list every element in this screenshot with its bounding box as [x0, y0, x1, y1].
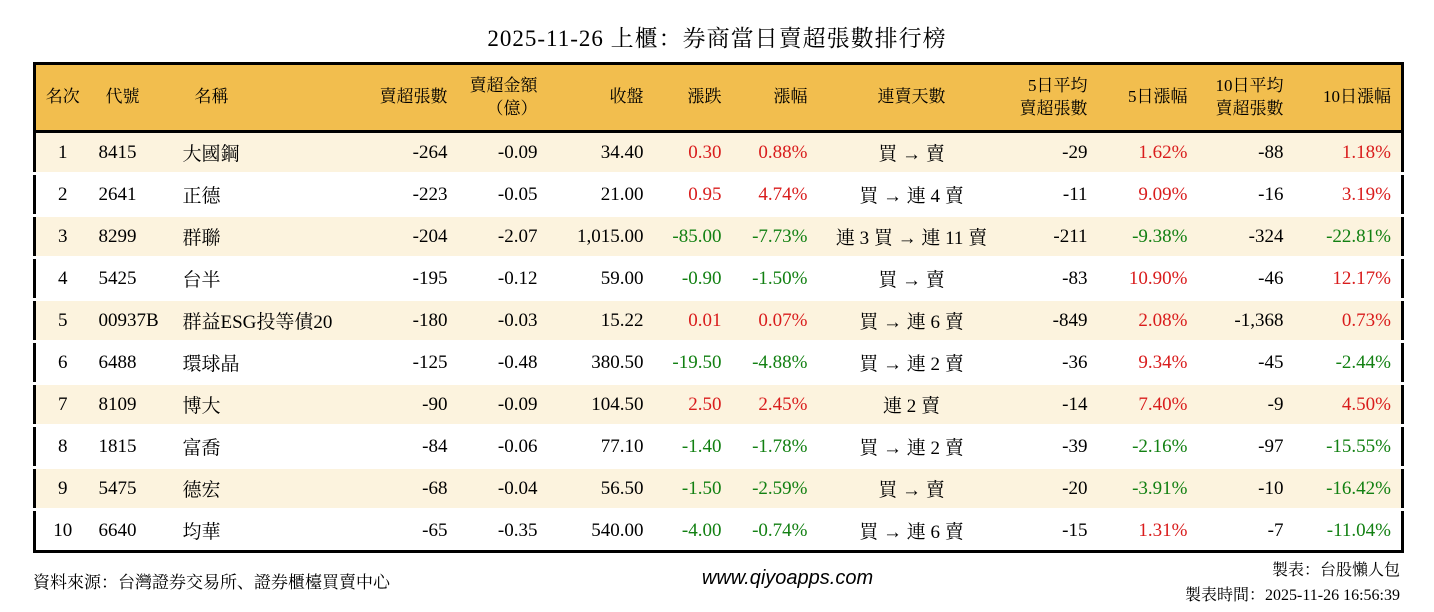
cell-streak: 連 3 買 → 連 11 賣	[818, 216, 1006, 258]
table-row	[35, 174, 1403, 216]
cell-streak: 買 → 賣	[878, 270, 945, 291]
cell-avg5: -15	[1062, 519, 1088, 541]
cell-change: -4.00	[681, 519, 722, 541]
cell-pct10: 12.17%	[1332, 267, 1391, 289]
cell-rank: 10	[53, 519, 73, 541]
column-header-change_pct: 漲幅	[732, 64, 818, 132]
column-header-net_sell: 賣超張數	[364, 64, 458, 132]
cell-rank: 5	[35, 300, 90, 342]
cell-net_sell: -68	[364, 468, 458, 510]
cell-change: -85.00	[654, 216, 732, 258]
cell-close: 380.50	[591, 351, 644, 373]
cell-code: 5475	[90, 468, 170, 510]
cell-pct10: -16.42%	[1294, 468, 1403, 510]
cell-net_sell: -264	[364, 132, 458, 174]
cell-name: 富喬	[182, 438, 221, 459]
cell-code: 2641	[98, 183, 137, 205]
cell-streak: 買 → 連 2 賣	[859, 438, 964, 459]
cell-pct5: 7.40%	[1098, 384, 1198, 426]
cell-pct5: 9.09%	[1138, 183, 1188, 205]
cell-name: 均華	[182, 522, 221, 543]
header-row	[35, 64, 1403, 132]
cell-close: 104.50	[548, 384, 654, 426]
website-text: www.qiyoapps.com	[701, 567, 874, 589]
cell-amount: -0.05	[497, 183, 538, 205]
cell-name: 環球晶	[182, 354, 240, 375]
made-time-text: 製表時間：2025-11-26 16:56:39	[1185, 586, 1400, 604]
table-row	[35, 258, 1403, 300]
cell-avg10: -16	[1258, 183, 1284, 205]
cell-amount: -0.48	[497, 351, 538, 373]
cell-change: 0.01	[654, 300, 732, 342]
cell-pct10: 3.19%	[1341, 183, 1391, 205]
cell-avg5: -83	[1062, 267, 1088, 289]
cell-pct10: -2.44%	[1335, 351, 1391, 373]
cell-avg5: -11	[1062, 183, 1088, 205]
cell-pct5: 10.90%	[1128, 267, 1188, 289]
table-row	[35, 342, 1403, 384]
cell-amount: -0.09	[458, 132, 548, 174]
cell-amount: -0.03	[458, 300, 548, 342]
cell-amount: -0.04	[458, 468, 548, 510]
cell-avg10: -45	[1258, 351, 1284, 373]
cell-pct5: 1.62%	[1098, 132, 1198, 174]
cell-change_pct: 2.45%	[732, 384, 818, 426]
column-header-rank: 名次	[35, 64, 90, 132]
cell-rank: 7	[35, 384, 90, 426]
cell-avg10: -88	[1198, 132, 1294, 174]
cell-streak: 連 2 賣	[818, 384, 1006, 426]
table-row	[35, 300, 1403, 342]
table-row	[35, 468, 1403, 510]
cell-change: 0.95	[688, 183, 722, 205]
cell-pct10: 1.18%	[1294, 132, 1403, 174]
cell-avg10: -7	[1267, 519, 1284, 541]
table-row	[35, 510, 1403, 552]
cell-pct10: -15.55%	[1326, 435, 1391, 457]
cell-code: 6488	[98, 351, 137, 373]
cell-pct5: 2.08%	[1098, 300, 1198, 342]
cell-code: 6640	[98, 519, 137, 541]
cell-pct5: -3.91%	[1098, 468, 1198, 510]
column-header-change: 漲跌	[654, 64, 732, 132]
cell-close: 34.40	[548, 132, 654, 174]
cell-name: 正德	[182, 186, 221, 207]
column-header-code: 代號	[90, 64, 170, 132]
cell-pct10: 4.50%	[1294, 384, 1403, 426]
ranking-table	[33, 62, 1404, 553]
cell-avg10: -324	[1198, 216, 1294, 258]
cell-rank: 6	[58, 351, 68, 373]
cell-avg5: -39	[1062, 435, 1088, 457]
cell-avg5: -849	[1006, 300, 1098, 342]
cell-amount: -0.35	[497, 519, 538, 541]
footer	[33, 558, 1400, 609]
table-row	[35, 426, 1403, 468]
cell-change_pct: -1.78%	[752, 435, 808, 457]
cell-close: 21.00	[600, 183, 644, 205]
cell-avg10: -97	[1258, 435, 1284, 457]
cell-change: 0.30	[654, 132, 732, 174]
column-header-name: 名稱	[170, 64, 364, 132]
cell-pct10: -22.81%	[1294, 216, 1403, 258]
cell-name: 台半	[182, 270, 221, 291]
cell-change_pct: 0.88%	[732, 132, 818, 174]
cell-net_sell: -195	[412, 267, 448, 289]
cell-rank: 2	[58, 183, 68, 205]
cell-change: -1.50	[654, 468, 732, 510]
column-header-streak: 連賣天數	[818, 64, 1006, 132]
cell-code: 5425	[98, 267, 137, 289]
data-source-text: 資料來源：台灣證券交易所、證券櫃檯買賣中心	[33, 573, 390, 592]
column-header-close: 收盤	[548, 64, 654, 132]
cell-streak: 買 → 連 6 賣	[859, 522, 964, 543]
cell-net_sell: -204	[364, 216, 458, 258]
cell-avg5: -36	[1062, 351, 1088, 373]
table-row	[35, 132, 1403, 174]
cell-avg10: -46	[1258, 267, 1284, 289]
cell-amount: -2.07	[458, 216, 548, 258]
cell-code: 00937B	[90, 300, 170, 342]
cell-change: -19.50	[672, 351, 722, 373]
cell-pct10: 0.73%	[1294, 300, 1403, 342]
cell-pct5: -9.38%	[1098, 216, 1198, 258]
cell-close: 59.00	[600, 267, 644, 289]
cell-rank: 8	[58, 435, 68, 457]
cell-change_pct: -1.50%	[752, 267, 808, 289]
cell-pct5: 1.31%	[1138, 519, 1188, 541]
cell-code: 8415	[90, 132, 170, 174]
cell-streak: 買 → 賣	[818, 468, 1006, 510]
cell-streak: 買 → 連 2 賣	[859, 354, 964, 375]
cell-close: 56.50	[548, 468, 654, 510]
cell-rank: 3	[35, 216, 90, 258]
cell-name: 群益ESG投等債20	[170, 300, 364, 342]
cell-pct10: -11.04%	[1326, 519, 1391, 541]
made-by-text: 製表：台股懶人包	[1271, 562, 1400, 579]
cell-avg5: -29	[1006, 132, 1098, 174]
column-header-amount: 賣超金額 （億）	[458, 64, 548, 132]
table-row	[35, 216, 1403, 258]
column-header-pct10: 10日漲幅	[1294, 64, 1403, 132]
cell-amount: -0.09	[458, 384, 548, 426]
table-body	[35, 132, 1403, 552]
cell-name: 博大	[170, 384, 364, 426]
cell-avg5: -14	[1006, 384, 1098, 426]
cell-avg10: -10	[1198, 468, 1294, 510]
table-header	[35, 64, 1403, 132]
cell-change_pct: -2.59%	[732, 468, 818, 510]
cell-code: 1815	[98, 435, 137, 457]
cell-net_sell: -65	[422, 519, 448, 541]
cell-avg5: -211	[1006, 216, 1098, 258]
cell-pct5: 9.34%	[1138, 351, 1188, 373]
cell-name: 群聯	[170, 216, 364, 258]
cell-close: 77.10	[600, 435, 644, 457]
cell-net_sell: -223	[412, 183, 448, 205]
cell-change: -1.40	[681, 435, 722, 457]
column-header-avg5: 5日平均 賣超張數	[1006, 64, 1098, 132]
cell-rank: 1	[35, 132, 90, 174]
cell-change_pct: -7.73%	[732, 216, 818, 258]
cell-pct5: -2.16%	[1132, 435, 1188, 457]
cell-avg10: -9	[1198, 384, 1294, 426]
cell-name: 德宏	[170, 468, 364, 510]
cell-amount: -0.06	[497, 435, 538, 457]
cell-rank: 9	[35, 468, 90, 510]
cell-rank: 4	[58, 267, 68, 289]
cell-close: 1,015.00	[548, 216, 654, 258]
page-title: 2025-11-26 上櫃：券商當日賣超張數排行榜	[487, 26, 947, 51]
cell-streak: 買 → 連 6 賣	[818, 300, 1006, 342]
cell-net_sell: -84	[422, 435, 448, 457]
cell-net_sell: -180	[364, 300, 458, 342]
cell-change_pct: 4.74%	[758, 183, 808, 205]
cell-close: 15.22	[548, 300, 654, 342]
cell-close: 540.00	[591, 519, 644, 541]
column-header-avg10: 10日平均 賣超張數	[1198, 64, 1294, 132]
credits-block	[1185, 559, 1400, 609]
cell-amount: -0.12	[497, 267, 538, 289]
column-header-pct5: 5日漲幅	[1098, 64, 1198, 132]
cell-code: 8109	[90, 384, 170, 426]
cell-change: 2.50	[654, 384, 732, 426]
cell-code: 8299	[90, 216, 170, 258]
cell-change_pct: -4.88%	[752, 351, 808, 373]
cell-avg10: -1,368	[1198, 300, 1294, 342]
cell-name: 大國鋼	[170, 132, 364, 174]
cell-change_pct: 0.07%	[732, 300, 818, 342]
cell-streak: 買 → 連 4 賣	[859, 186, 964, 207]
cell-streak: 買 → 賣	[818, 132, 1006, 174]
table-row	[35, 384, 1403, 426]
cell-avg5: -20	[1006, 468, 1098, 510]
cell-change: -0.90	[681, 267, 722, 289]
cell-change_pct: -0.74%	[752, 519, 808, 541]
cell-net_sell: -90	[364, 384, 458, 426]
cell-net_sell: -125	[412, 351, 448, 373]
